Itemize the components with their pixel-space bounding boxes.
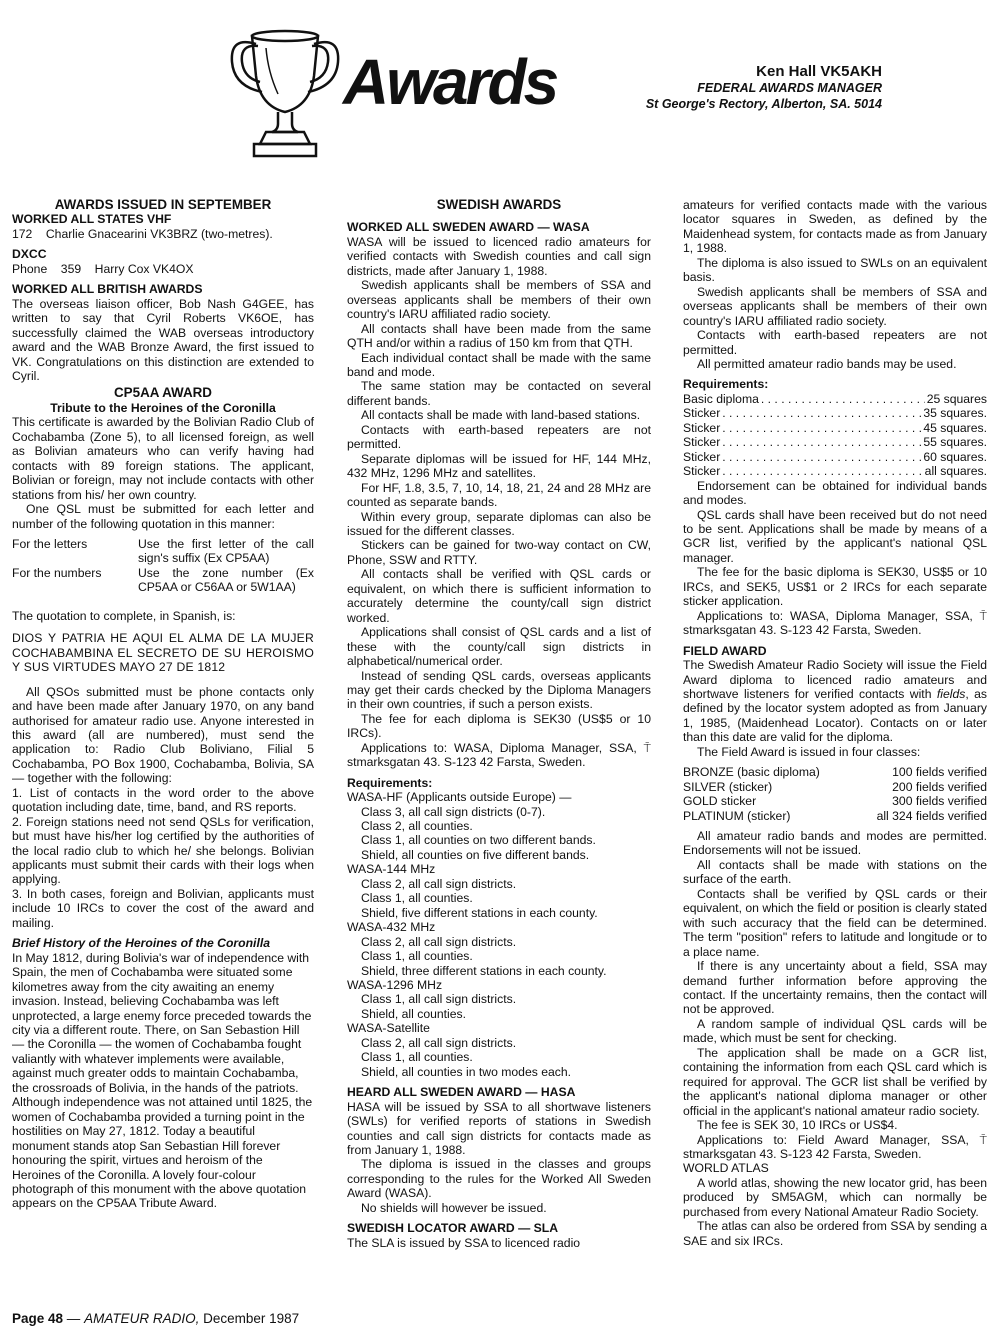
- wasa-paragraph: Stickers can be gained for two-way contact on CW, Phone, SSW and RTTY.: [347, 538, 651, 567]
- sla-req-value: 45 squares.: [923, 420, 987, 435]
- requirement-item: 3. In both cases, foreign and Bolivian, applicants must include 10 IRCs to cover the cost of the award and mailing.: [12, 886, 314, 930]
- field-class-label: BRONZE (basic diploma): [683, 765, 820, 780]
- wab-text: The overseas liaison officer, Bob Nash G4GEE, has written to say that Cyril Roberts VK6OE, has successfully claimed the WAB overseas introductory award and the WAB Bronze Award, the first issued to VK. Congratulations on this distinction are extended to Cyril.: [12, 296, 314, 383]
- field-class-value: 200 fields verified: [892, 779, 987, 794]
- history-heading: Brief History of the Heroines of the Coronilla: [12, 936, 270, 951]
- field-paragraph: Contacts shall be verified by QSL cards or their equivalent, on which the field or position is clearly stated with such accuracy that the field can be determined. The term "position" refers to latitude and longitude or to a place name.: [683, 886, 987, 959]
- awards-issued-heading: AWARDS ISSUED IN SEPTEMBER: [54, 197, 272, 212]
- sla-req-value: 55 squares.: [923, 435, 987, 450]
- swedish-awards-heading: SWEDISH AWARDS: [436, 197, 562, 212]
- hasa-paragraph: The diploma is issued in the classes and groups corresponding to the rules for the Worked All Sweden Award (WASA).: [347, 1157, 651, 1201]
- req-item: Class 3, all call sign districts (0-7).: [361, 804, 546, 819]
- wasa-paragraph: All contacts shall be verified with QSL cards or equivalent, on which there is sufficient information to accurately determine the county/call sign district worked.: [347, 567, 651, 625]
- requirement-item: 2. Foreign stations need not send QSLs for verification, but must have his/her log certified by the authorities of the local radio club to which he/ she belongs. Bolivian applicants must submit their cards with their logs when applying.: [12, 814, 314, 887]
- wasa-paragraph: Contacts with earth-based repeaters are not permitted.: [347, 422, 651, 452]
- atlas-paragraph: A world atlas, showing the new locator grid, has been produced by SM5AGM, which can normally be purchased from every National Amateur Radio Society.: [683, 1175, 987, 1219]
- field-class-label: SILVER (sticker): [683, 779, 773, 794]
- field-class-label: PLATINUM (sticker): [683, 808, 791, 823]
- was-vhf-entry: 172 Charlie Gnacearini VK3BRZ (two-metres).: [12, 226, 273, 241]
- field-class-row: [683, 794, 987, 808]
- req-item: Shield, all counties.: [361, 1006, 467, 1021]
- field-class-row: [683, 780, 987, 794]
- sla-req-label: Sticker: [683, 420, 721, 435]
- sla-paragraph: Contacts with earth-based repeaters are not permitted.: [683, 328, 987, 357]
- numbers-rule: [12, 566, 314, 595]
- field-text: The Swedish Amateur Radio Society will issue the Field Award diploma to licenced radio amateurs and shortwave listeners for verified contacts with: [683, 658, 987, 701]
- req-item: Class 1, all counties.: [361, 1050, 473, 1065]
- requirements-heading: Requirements:: [347, 775, 433, 790]
- sla-req-label: Sticker: [683, 406, 721, 421]
- world-atlas-heading: WORLD ATLAS: [683, 1161, 769, 1176]
- sla-paragraph: The fee for the basic diploma is SEK30, US$5 or 10 IRCs, and SEK5, US$1 or 2 IRCs for each separate sticker application.: [683, 565, 987, 609]
- req-item: Class 2, all counties.: [361, 819, 473, 834]
- wasa-paragraph: Separate diplomas will be issued for HF, 144 MHz, 432 MHz, 1296 MHz and satellites.: [347, 451, 651, 481]
- magazine-name: AMATEUR RADIO,: [84, 1311, 200, 1326]
- sla-paragraph: The diploma is also issued to SWLs on an equivalent basis.: [683, 255, 987, 285]
- wasa-paragraph: Swedish applicants shall be members of SSA and overseas applicants shall be members of their own country's IARU affiliated radio society.: [347, 278, 651, 322]
- sla-paragraph: QSL cards shall have been received but do not need to be sent. Applications shall be made by means of a GCR list, verified by the applicant's national QSL manager.: [683, 507, 987, 565]
- wasa-paragraph: WASA will be issued to licenced radio amateurs for verified contacts with Swedish counties and call sign districts, made after January 1, 1988.: [347, 234, 651, 278]
- req-item: Shield, all counties on five different bands.: [361, 847, 590, 862]
- author-role: FEDERAL AWARDS MANAGER: [697, 81, 882, 95]
- field-paragraph: All amateur radio bands and modes are permitted. Endorsements will not be issued.: [683, 829, 987, 858]
- hasa-heading: HEARD ALL SWEDEN AWARD — HASA: [347, 1085, 576, 1100]
- sla-req-row: [683, 392, 987, 406]
- field-paragraph: The application shall be made on a GCR list, containing the information from each QSL card which is required for approval. The GCR list shall be verified by the applicant's national diploma manager or other official in the applicant's national amateur radio society.: [683, 1045, 987, 1118]
- issue-date: December 1987: [199, 1311, 300, 1326]
- field-class-value: 100 fields verified: [892, 765, 987, 780]
- page-number: Page 48: [12, 1311, 64, 1326]
- req-item: Shield, all counties in two modes each.: [361, 1064, 572, 1079]
- field-paragraph: The fee is SEK 30, 10 IRCs or US$4.: [697, 1118, 898, 1133]
- sla-req-label: Sticker: [683, 435, 721, 450]
- field-text: , as defined by the locator system adopted as from January 1, 1985, (Maidenhead Locator). Contacts on or later than this date are valid for the diploma.: [683, 686, 987, 745]
- cp5aa-paragraph: One QSL must be submitted for each letter and number of the following quotation in this manner:: [12, 502, 314, 531]
- byline: [646, 64, 882, 112]
- sla-req-row: [683, 406, 987, 420]
- author-name: Ken Hall VK5AKH: [756, 63, 882, 80]
- req-item: Class 2, all call sign districts.: [361, 1035, 517, 1050]
- was-vhf-heading: WORKED ALL STATES VHF: [12, 212, 172, 227]
- page-title: Awards: [343, 46, 557, 118]
- req-item: Shield, five different stations in each county.: [361, 905, 598, 920]
- req-group: WASA-144 MHz: [347, 862, 436, 877]
- column-2: [347, 198, 651, 1250]
- sla-req-value: 25 squares: [926, 391, 987, 406]
- requirement-item: 1. List of contacts in the word order to the above quotation including date, time, band, and RS reports.: [12, 785, 314, 815]
- footer-separator: —: [63, 1311, 85, 1326]
- wasa-paragraph: Within every group, separate diplomas can also be issued for the different classes.: [347, 509, 651, 538]
- sla-paragraph: Applications to: WASA, Diploma Manager, SSA, ⍑ stmarksgatan 43. S-123 42 Farsta, Sweden.: [683, 608, 987, 638]
- field-class-label: GOLD sticker: [683, 794, 757, 809]
- sla-req-value: 35 squares.: [923, 406, 987, 421]
- sla-paragraph: Endorsement can be obtained for individual bands and modes.: [683, 478, 987, 508]
- field-paragraph: Applications to: Field Award Manager, SSA, ⍑ stmarksgatan 43. S-123 42 Farsta, Sweden.: [683, 1132, 987, 1161]
- qso-text: All QSOs submitted must be phone contacts only and have been made after January 1970, on any band authorised for amateur radio use. Anyone interested in this award (all are numbered), must send the application to: Radio Club Boliviano, Filial 5 Cochabamba, PO Box 1900, Cochabamba, Bolivia, SA — together with the following:: [12, 684, 314, 786]
- numbers-text: Use the zone number (Ex CP5AA or C56AA or 5W1AA): [138, 565, 314, 595]
- req-item: Class 1, all call sign districts.: [361, 992, 517, 1007]
- field-class-value: 300 fields verified: [892, 794, 987, 809]
- req-group: WASA-Satellite: [347, 1021, 430, 1036]
- req-item: Class 2, all call sign districts.: [361, 934, 517, 949]
- cp5aa-paragraph: This certificate is awarded by the Bolivian Radio Club of Cochabamba (Zone 5), to all licensed foreign, as well as Bolivian amateurs who can verify having had contacts with 89 foreign stations. The applicant, Bolivian or foreign, may not include contacts with other stations from his/ her own country.: [12, 415, 314, 502]
- atlas-paragraph: The atlas can also be ordered from SSA by sending a SAE and six IRCs.: [683, 1219, 987, 1248]
- field-paragraph: If there is any uncertainty about a field, SSA may demand further information before approving the contact. If the uncertainty remains, then the contact will not be approved.: [683, 959, 987, 1017]
- field-class-row: [683, 765, 987, 779]
- wasa-paragraph: Each individual contact shall be made with the same band and mode.: [347, 350, 651, 379]
- dxcc-entry: Phone 359 Harry Cox VK4OX: [12, 261, 194, 276]
- sla-req-row: [683, 421, 987, 435]
- sla-req-row: [683, 464, 987, 478]
- sla-req-row: [683, 450, 987, 464]
- sla-req-row: [683, 435, 987, 449]
- req-group: WASA-1296 MHz: [347, 978, 443, 993]
- sla-paragraph: Swedish applicants shall be members of SSA and overseas applicants shall be members of their own country's IARU affiliated radio society.: [683, 284, 987, 328]
- numbers-label: For the numbers: [12, 565, 102, 580]
- sla-req-label: Sticker: [683, 449, 721, 464]
- sla-paragraph: The SLA is issued by SSA to licenced radio: [347, 1235, 581, 1250]
- field-text-emphasis: fields: [936, 686, 966, 701]
- wab-heading: WORKED ALL BRITISH AWARDS: [12, 282, 203, 297]
- wasa-paragraph: Applications to: WASA, Diploma Manager, SSA, ⍑ stmarksgatan 43. S-123 42 Farsta, Sweden.: [347, 740, 651, 770]
- field-paragraph: [683, 658, 987, 745]
- req-item: Class 1, all counties.: [361, 891, 473, 906]
- hasa-paragraph: No shields will however be issued.: [361, 1200, 547, 1215]
- cp5aa-heading: CP5AA AWARD: [114, 385, 212, 401]
- field-class-value: all 324 fields verified: [876, 808, 987, 823]
- sla-paragraph: All permitted amateur radio bands may be used.: [697, 356, 957, 371]
- sla-heading: SWEDISH LOCATOR AWARD — SLA: [347, 1221, 559, 1236]
- req-group: WASA-432 MHz: [347, 920, 436, 935]
- trophy-illustration: [226, 22, 344, 162]
- req-group: WASA-HF (Applicants outside Europe) —: [347, 790, 572, 805]
- hasa-paragraph: HASA will be issued by SSA to all shortwave listeners (SWLs) for verified reports of stations in Swedish counties and call sign districts for contacts made as from January 1, 1988.: [347, 1099, 651, 1157]
- wasa-paragraph: The fee for each diploma is SEK30 (US$5 or 10 IRCs).: [347, 711, 651, 741]
- author-address: St George's Rectory, Alberton, SA. 5014: [645, 97, 882, 111]
- letters-text: Use the first letter of the call sign's suffix (Ex CP5AA): [138, 536, 314, 566]
- sla-req-value: 60 squares.: [923, 449, 987, 464]
- letters-rule: [12, 537, 314, 566]
- wasa-paragraph: Applications shall consist of QSL cards and a list of these with the county/call sign districts in alphabetical/numerical order.: [347, 625, 651, 669]
- wasa-heading: WORKED ALL SWEDEN AWARD — WASA: [347, 220, 590, 235]
- column-1: [12, 198, 314, 1211]
- field-paragraph: The Field Award is issued in four classes:: [697, 744, 921, 759]
- sla-paragraph: amateurs for verified contacts made with the various locator squares in Sweden, as defined by the Maidenhead system, for contacts made as from January 1, 1988.: [683, 198, 987, 256]
- dxcc-heading: DXCC: [12, 247, 47, 262]
- req-item: Shield, three different stations in each county.: [361, 963, 607, 978]
- history-text: In May 1812, during Bolivia's war of independence with Spain, the men of Cochabamba were situated some kilometres away from the city awaiting an enemy invasion. Instead, believing Cochabamba was left unprotected, a large enemy force preceded towards the city via a different route. There, on San Sebastion Hill — the Coronilla — the women of Cochabamba fought valiantly with whatever implements were available, against much greater odds to maintain Cochabamba, the crossroads of Bolivia, in the hands of the patriots. Although independence was not attained until 1825, the women of Cochabamba provided a turning point in the hostilities on May 27, 1812. Today a beautiful monument stands atop San Sebastian Hill forever honouring the spirit, virtues and heroism of the Heroines of the Coronilla. A lovely four-colour photograph of this monument with the above quotation appears on the CP5AA Tribute Award.: [12, 950, 313, 1211]
- wasa-paragraph: All contacts shall have been made from the same QTH and/or within a radius of 150 km from that QTH.: [347, 321, 651, 351]
- quotation-intro: The quotation to complete, in Spanish, is:: [12, 608, 236, 623]
- req-item: Class 1, all counties on two different bands.: [361, 833, 596, 848]
- wasa-paragraph: The same station may be contacted on several different bands.: [347, 379, 651, 408]
- req-item: Class 2, all call sign districts.: [361, 876, 517, 891]
- page-footer: [12, 1311, 299, 1326]
- field-paragraph: A random sample of individual QSL cards will be made, which must be sent for checking.: [683, 1016, 987, 1046]
- column-3: [683, 198, 987, 1248]
- wasa-paragraph: Instead of sending QSL cards, overseas applicants may get their cards checked by the Diploma Managers in their own countries, if such a person exists.: [347, 668, 651, 712]
- sla-req-label: Basic diploma: [683, 391, 759, 406]
- requirements-heading: Requirements:: [683, 377, 769, 392]
- letters-label: For the letters: [12, 536, 88, 551]
- wasa-paragraph: For HF, 1.8, 3.5, 7, 10, 14, 18, 21, 24 and 28 MHz are counted as separate bands.: [347, 480, 651, 510]
- quotation: DIOS Y PATRIA HE AQUI EL ALMA DE LA MUJER COCHABAMBINA EL SECRETO DE SU HEROISMO Y SUS VIRTUDES MAYO 27 DE 1812: [12, 631, 314, 675]
- cp5aa-subheading: Tribute to the Heroines of the Coronilla: [50, 400, 276, 415]
- field-paragraph: All contacts shall be made with stations on the surface of the earth.: [683, 857, 987, 887]
- wasa-paragraph: All contacts shall be made with land-based stations.: [361, 408, 641, 423]
- field-award-heading: FIELD AWARD: [683, 643, 767, 658]
- field-class-row: [683, 809, 987, 823]
- sla-req-label: Sticker: [683, 464, 721, 479]
- req-item: Class 1, all counties.: [361, 949, 473, 964]
- sla-req-value: all squares.: [924, 464, 987, 479]
